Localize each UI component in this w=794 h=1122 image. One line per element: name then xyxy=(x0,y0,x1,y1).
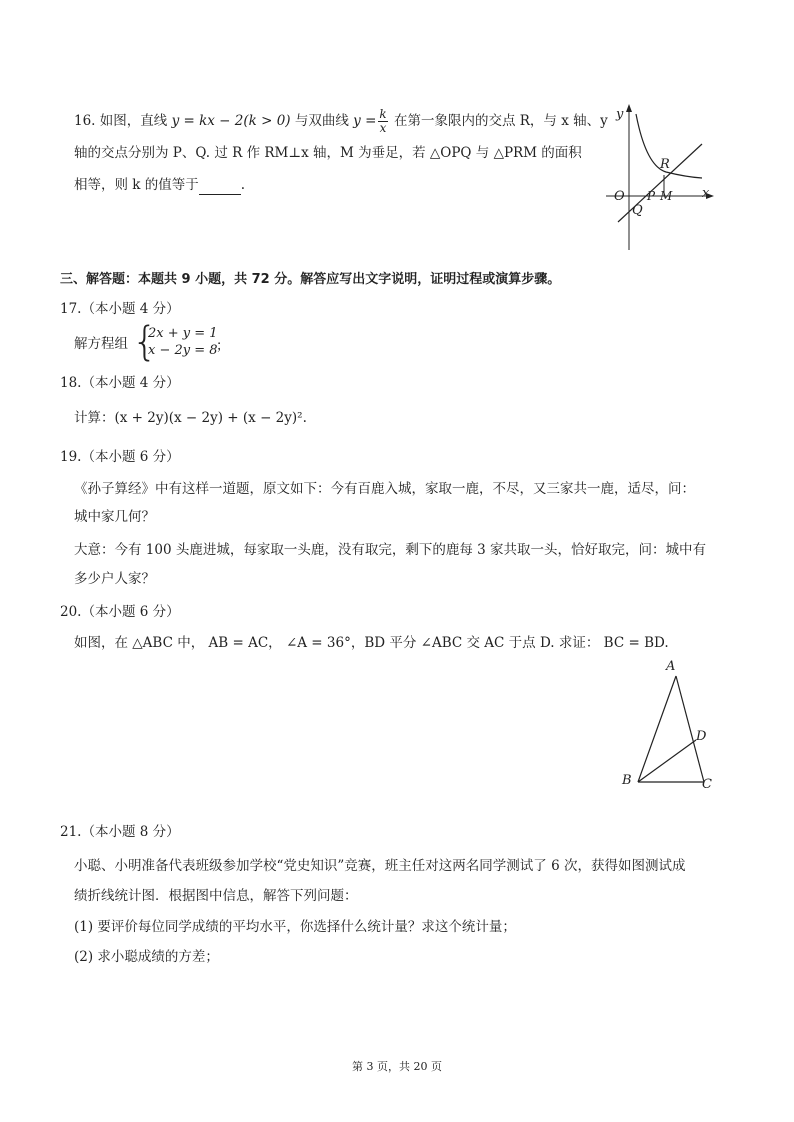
label-b: B xyxy=(622,773,632,788)
section-3-heading: 三、解答题：本题共 9 小题，共 72 分。解答应写出文字说明，证明过程或演算步骤。 xyxy=(60,272,561,287)
figure-20-triangle xyxy=(618,656,728,796)
label-p: P xyxy=(647,189,656,203)
q21-heading: 21.（本小题 8 分） xyxy=(60,824,180,840)
q17-equation-system: { 2x + y = 1 x − 2y = 8 ； xyxy=(132,319,230,365)
q20-heading: 20.（本小题 6 分） xyxy=(60,604,180,620)
q20-body: 如图，在 △ABC 中， AB = AC， ∠A = 36°，BD 平分 ∠ABC 交 AC 于点 D. 求证： BC = BD. xyxy=(74,635,669,651)
q19-para1-line2: 城中家几何？ xyxy=(74,509,155,525)
q16-line1: 16. 如图，直线 y = kx − 2(k > 0) 与双曲线 y = $\frac{k}{x}$ 在第一象限内的交点 R，与 x 轴、y xyxy=(74,107,608,135)
q21-subquestion-2: (2) 求小聪成绩的方差； xyxy=(74,949,219,965)
label-q: Q xyxy=(632,203,643,218)
label-r: R xyxy=(660,157,670,172)
label-o: O xyxy=(614,189,625,204)
label-x: x xyxy=(702,186,710,201)
q17-heading: 17.（本小题 4 分） xyxy=(60,301,180,317)
side-ab xyxy=(638,676,676,782)
q21-para-line1: 小聪、小明准备代表班级参加学校“党史知识”竞赛，班主任对这两名同学测试了 6 次，获得如图测试成 xyxy=(74,858,686,874)
figure-16-graph xyxy=(596,100,726,260)
label-d: D xyxy=(696,729,707,744)
label-c: C xyxy=(702,777,712,792)
brace: { xyxy=(132,319,158,365)
q16-line2: 轴的交点分别为 P、Q. 过 R 作 RM⊥x 轴，M 为垂足，若 △OPQ 与 △PRM 的面积 xyxy=(74,145,582,161)
q16-line3: 相等，则 k 的值等于 . xyxy=(74,177,246,193)
equation-1: 2x + y = 1 xyxy=(148,326,218,341)
label-y: y xyxy=(616,107,624,122)
q18-body: 计算：(x + 2y)(x − 2y) + (x − 2y)². xyxy=(74,410,307,426)
label-a: A xyxy=(666,659,676,674)
q19-para2-line1: 大意：今有 100 头鹿进城，每家取一头鹿，没有取完，剩下的鹿每 3 家共取一头，恰好取完，问：城中有 xyxy=(74,542,707,558)
q21-subquestion-1: (1) 要评价每位同学成绩的平均水平，你选择什么统计量？求这个统计量； xyxy=(74,919,516,935)
q21-para-line2: 绩折线统计图．根据图中信息，解答下列问题： xyxy=(74,888,358,904)
fraction-k-over-x: $\frac{k}{x}$ xyxy=(379,107,387,135)
q19-para1-line1: 《孙子算经》中有这样一道题，原文如下：今有百鹿入城，家取一鹿，不尽，又三家共一鹿，适尽，问： xyxy=(74,481,695,497)
answer-blank xyxy=(199,180,241,195)
q17-lead: 解方程组 xyxy=(74,336,128,352)
q18-heading: 18.（本小题 4 分） xyxy=(60,375,180,391)
straight-line xyxy=(618,144,702,222)
equation-2: x − 2y = 8 xyxy=(148,343,218,358)
page-footer: 第 3 页，共 20 页 xyxy=(352,1060,442,1073)
y-axis-arrow xyxy=(626,104,632,112)
q19-para2-line2: 多少户人家？ xyxy=(74,571,155,587)
segment-bd xyxy=(638,740,696,782)
label-m: M xyxy=(660,189,673,203)
q19-heading: 19.（本小题 6 分） xyxy=(60,449,180,465)
